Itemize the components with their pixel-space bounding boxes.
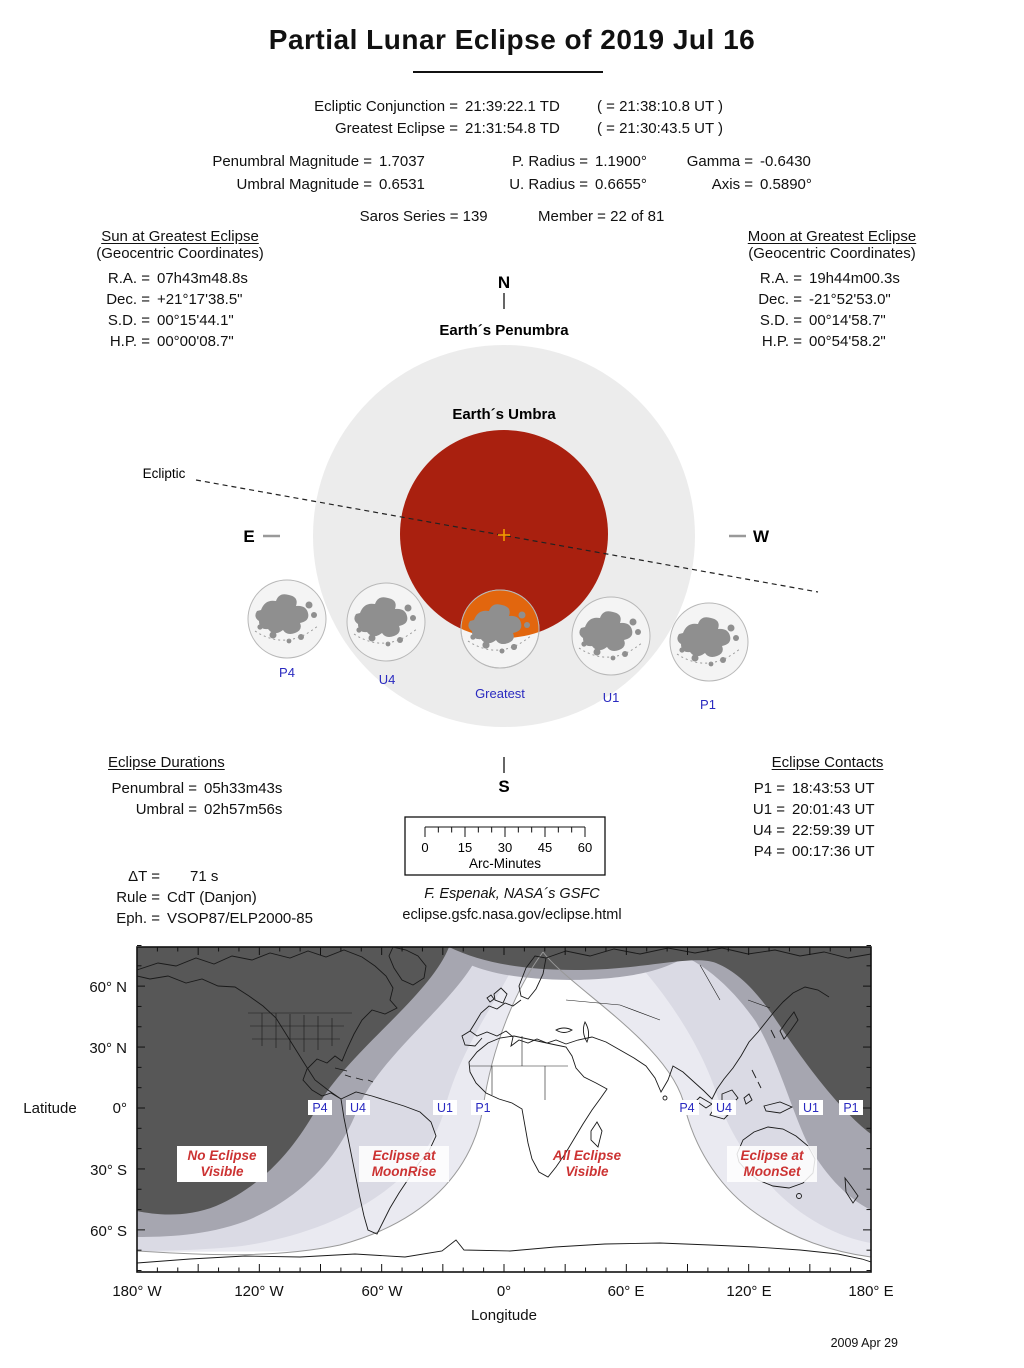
zone-all-visible-1: All Eclipse	[552, 1148, 622, 1163]
page-title: Partial Lunar Eclipse of 2019 Jul 16	[268, 24, 756, 55]
greatest-td: 21:31:54.8 TD	[465, 120, 560, 137]
zone-moonset-1: Eclipse at	[740, 1148, 804, 1163]
umbral-duration: Umbral = 02h57m56s	[135, 801, 283, 818]
zone-no-eclipse-1: No Eclipse	[187, 1148, 257, 1163]
contact-u4: U4 = 22:59:39 UT	[752, 822, 875, 839]
east-label: E	[243, 527, 255, 546]
zone-no-eclipse-2: Visible	[200, 1164, 244, 1179]
svg-text:30° N: 30° N	[89, 1040, 127, 1057]
zone-moonrise-1: Eclipse at	[372, 1148, 436, 1163]
durations-title: Eclipse Durations	[108, 754, 225, 771]
moon-subtitle: (Geocentric Coordinates)	[748, 245, 916, 262]
sun-title: Sun at Greatest Eclipse	[101, 228, 259, 245]
svg-text:0°: 0°	[112, 1100, 127, 1117]
label-greatest: Greatest	[475, 686, 525, 701]
svg-text:30° S: 30° S	[90, 1162, 127, 1179]
label-u1: U1	[602, 690, 620, 705]
conjunction-label: Ecliptic Conjunction =	[314, 98, 458, 115]
moon-u4	[347, 583, 425, 661]
svg-text:0: 0	[421, 840, 429, 855]
sun-sd: S.D. = 00°15'44.1"	[107, 312, 234, 329]
ecliptic-label: Ecliptic	[142, 466, 186, 481]
scale-unit: Arc-Minutes	[468, 856, 542, 871]
zone-all-visible-2: Visible	[565, 1164, 609, 1179]
conjunction-ut: ( = 21:38:10.8 UT )	[597, 98, 724, 115]
contact-p4: P4 = 00:17:36 UT	[753, 843, 875, 860]
svg-text:P4: P4	[312, 1101, 328, 1115]
south-label: S	[498, 777, 510, 796]
p-radius: P. Radius = 1.1900°	[511, 153, 647, 170]
svg-text:0°: 0°	[496, 1283, 512, 1300]
label-u4: U4	[378, 672, 396, 687]
rule: Rule = CdT (Danjon)	[116, 889, 257, 906]
greatest-ut: ( = 21:30:43.5 UT )	[597, 120, 724, 137]
credit-url: eclipse.gsfc.nasa.gov/eclipse.html	[402, 907, 622, 923]
svg-text:60° W: 60° W	[361, 1283, 403, 1300]
svg-text:U1: U1	[803, 1101, 819, 1115]
svg-text:120° E: 120° E	[726, 1283, 772, 1300]
durations-block	[85, 754, 335, 820]
svg-text:180° E: 180° E	[848, 1283, 894, 1300]
svg-text:15: 15	[457, 840, 473, 855]
svg-text:60: 60	[577, 840, 593, 855]
svg-text:45: 45	[537, 840, 553, 855]
svg-text:120° W: 120° W	[234, 1283, 284, 1300]
north-label: N	[497, 273, 511, 292]
moon-sd: S.D. = 00°14'58.7"	[759, 312, 886, 329]
arcminute-scale-bar	[395, 810, 615, 880]
zone-moonset-2: MoonSet	[743, 1164, 801, 1179]
y-axis-title: Latitude	[23, 1100, 77, 1117]
moon-p4	[248, 580, 326, 658]
moon-p1	[670, 603, 748, 681]
moon-title: Moon at Greatest Eclipse	[747, 228, 917, 245]
moon-hp: H.P. = 00°54'58.2"	[761, 333, 886, 350]
svg-text:60° E: 60° E	[607, 1283, 645, 1300]
map-zones	[137, 947, 871, 1272]
saros-row	[0, 208, 1024, 225]
svg-text:P1: P1	[475, 1101, 491, 1115]
eclipse-geometry-diagram	[130, 270, 900, 800]
conjunction-td: 21:39:22.1 TD	[465, 98, 560, 115]
svg-text:U4: U4	[350, 1101, 366, 1115]
gamma: Gamma = -0.6430	[686, 153, 811, 170]
contacts-title: Eclipse Contacts	[771, 754, 884, 771]
moon-u1	[572, 597, 650, 675]
axis: Axis = 0.5890°	[711, 176, 812, 193]
contacts-block	[740, 754, 915, 862]
date-stamp: 2009 Apr 29	[830, 1336, 898, 1350]
title-underline	[413, 71, 603, 73]
moon-ra: R.A. = 19h44m00.3s	[759, 270, 900, 287]
svg-text:180° W: 180° W	[112, 1283, 162, 1300]
svg-text:30: 30	[497, 840, 513, 855]
contact-u1: U1 = 20:01:43 UT	[752, 801, 875, 818]
svg-text:60° N: 60° N	[89, 979, 127, 996]
sun-subtitle: (Geocentric Coordinates)	[96, 245, 264, 262]
west-label: W	[752, 527, 770, 546]
greatest-row	[230, 119, 723, 139]
saros-series: Saros Series = 139	[359, 208, 488, 225]
greatest-label: Greatest Eclipse =	[335, 120, 458, 137]
sun-ra: R.A. = 07h43m48.8s	[107, 270, 248, 287]
penumbra-label: Earth´s Penumbra	[439, 322, 569, 339]
delta-t: ΔT = 71 s	[128, 868, 219, 885]
pen-mag: Penumbral Magnitude = 1.7037	[212, 153, 425, 170]
ephemeris: Eph. = VSOP87/ELP2000-85	[116, 910, 313, 927]
contact-p1: P1 = 18:43:53 UT	[753, 780, 875, 797]
saros-member: Member = 22 of 81	[538, 208, 665, 225]
umb-mag: Umbral Magnitude = 0.6531	[236, 176, 425, 193]
svg-text:U4: U4	[716, 1101, 732, 1115]
label-p1: P1	[700, 697, 716, 712]
u-radius: U. Radius = 0.6655°	[509, 176, 647, 193]
sun-hp: H.P. = 00°00'08.7"	[109, 333, 234, 350]
svg-text:P4: P4	[679, 1101, 695, 1115]
label-p4: P4	[279, 665, 295, 680]
zone-moonrise-2: MoonRise	[371, 1164, 437, 1179]
sun-dec: Dec. = +21°17'38.5"	[106, 291, 243, 308]
umbra-label: Earth´s Umbra	[452, 406, 556, 423]
credit-author: F. Espenak, NASA´s GSFC	[424, 886, 600, 902]
x-axis-title: Longitude	[471, 1307, 537, 1324]
conjunction-row	[230, 97, 723, 117]
visibility-map	[0, 935, 1024, 1368]
svg-text:P1: P1	[843, 1101, 859, 1115]
moon-dec: Dec. = -21°52'53.0"	[758, 291, 891, 308]
svg-text:U1: U1	[437, 1101, 453, 1115]
penumbral-duration: Penumbral = 05h33m43s	[111, 780, 283, 797]
svg-text:60° S: 60° S	[90, 1223, 127, 1240]
